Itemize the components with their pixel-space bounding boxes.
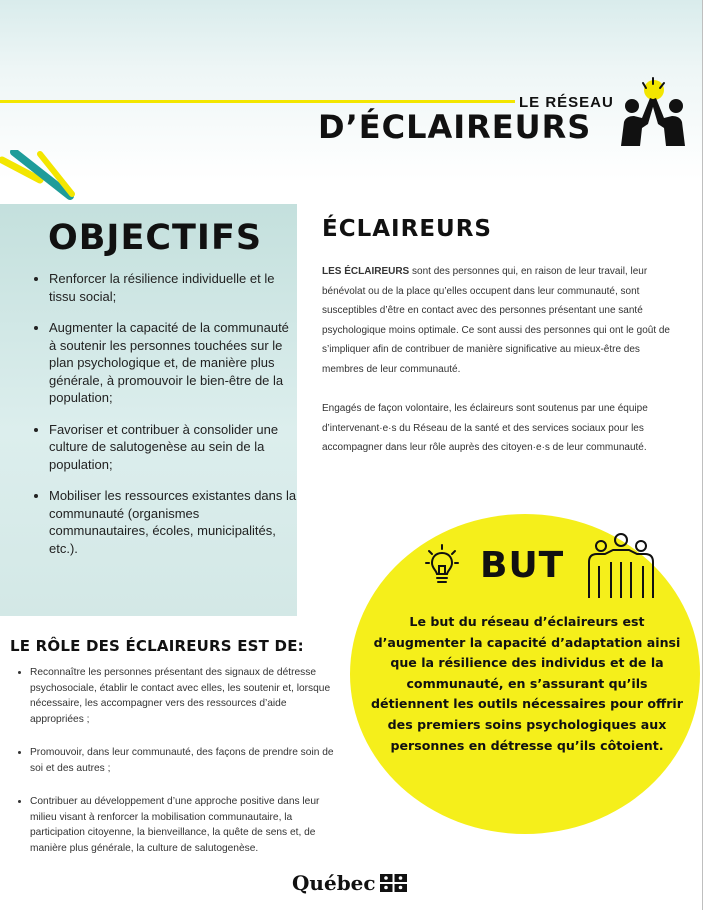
eclaireurs-heading: ÉCLAIREURS xyxy=(322,216,492,242)
but-heading: BUT xyxy=(480,545,565,586)
role-heading: LE RÔLE DES ÉCLAIREURS EST DE: xyxy=(10,637,304,655)
eclaireurs-paragraph-2: Engagés de façon volontaire, les éclaireurs sont soutenus par une équipe d’intervenant·e·s du Réseau de la santé et des services sociaux pour les accompagner dans leur rôle auprès des citoyen·e·s de leur communauté. xyxy=(322,403,648,453)
eclaireurs-paragraph-1 xyxy=(322,262,680,379)
objectif-item: • Favoriser et contribuer à consolider une culture de salutogenèse au sein de la population; xyxy=(49,421,299,474)
objectifs-heading: OBJECTIFS xyxy=(48,218,263,258)
eclaireurs-paragraph-1-text: sont des personnes qui, en raison de leur travail, leur bénévolat ou de la place qu’elles occupent dans leur communauté, sont susceptibles d’être en contact avec des personnes présentant une santé psychologique moins optimale. Ce sont aussi des personnes qui ont le goût de s’impliquer afin de contribuer de manière significative au mieux-être des membres de leur communauté. xyxy=(322,266,670,375)
brand-title-small: LE RÉSEAU xyxy=(519,94,614,111)
quebec-logo-text: Québec xyxy=(292,871,376,895)
fleurdelise-flag-icon xyxy=(380,874,407,892)
but-text: Le but du réseau d’éclaireurs est d’augmenter la capacité d’adaptation ainsi que la résilience des individus et de la communauté, en s’assurant qu’ils détiennent les outils nécessaires pour offrir des premiers soins psychologiques aux personnes en détresse qu’ils côtoient. xyxy=(371,614,683,753)
role-item: • Promouvoir, dans leur communauté, des façons de prendre soin de soi et des autres ; xyxy=(30,745,340,776)
role-list xyxy=(10,665,340,874)
objectifs-list xyxy=(31,270,299,571)
lightbulb-icon xyxy=(425,544,459,586)
eclaireurs-lead: LES ÉCLAIREURS xyxy=(322,266,410,277)
team-icon xyxy=(583,532,659,598)
high-five-icon xyxy=(612,76,694,146)
objectif-item: • Mobiliser les ressources existantes dans la communauté (organismes communautaires, écoles, municipalités, etc.). xyxy=(49,487,299,557)
brand-title-large: D’ÉCLAIREURS xyxy=(318,108,592,146)
objectif-item: • Renforcer la résilience individuelle et le tissu social; xyxy=(49,270,299,305)
role-item: • Contribuer au développement d’une approche positive dans leur milieu visant à renforcer la mobilisation communautaire, la participation citoyenne, la bienveillance, la quête de sens et, de manière plus générale, la culture de salutogenèse. xyxy=(30,794,340,856)
role-item: • Reconnaître les personnes présentant des signaux de détresse psychosociale, établir le contact avec elles, les soutenir et, lorsque nécessaire, les accompagner vers des ressources d’aide appropriées ; xyxy=(30,665,340,727)
quebec-logo xyxy=(292,871,407,895)
objectif-item: • Augmenter la capacité de la communauté à soutenir les personnes touchées sur le plan psychologique et, de manière plus générale, à promouvoir le bien-être de la population; xyxy=(49,319,299,407)
header-rule xyxy=(0,100,515,103)
